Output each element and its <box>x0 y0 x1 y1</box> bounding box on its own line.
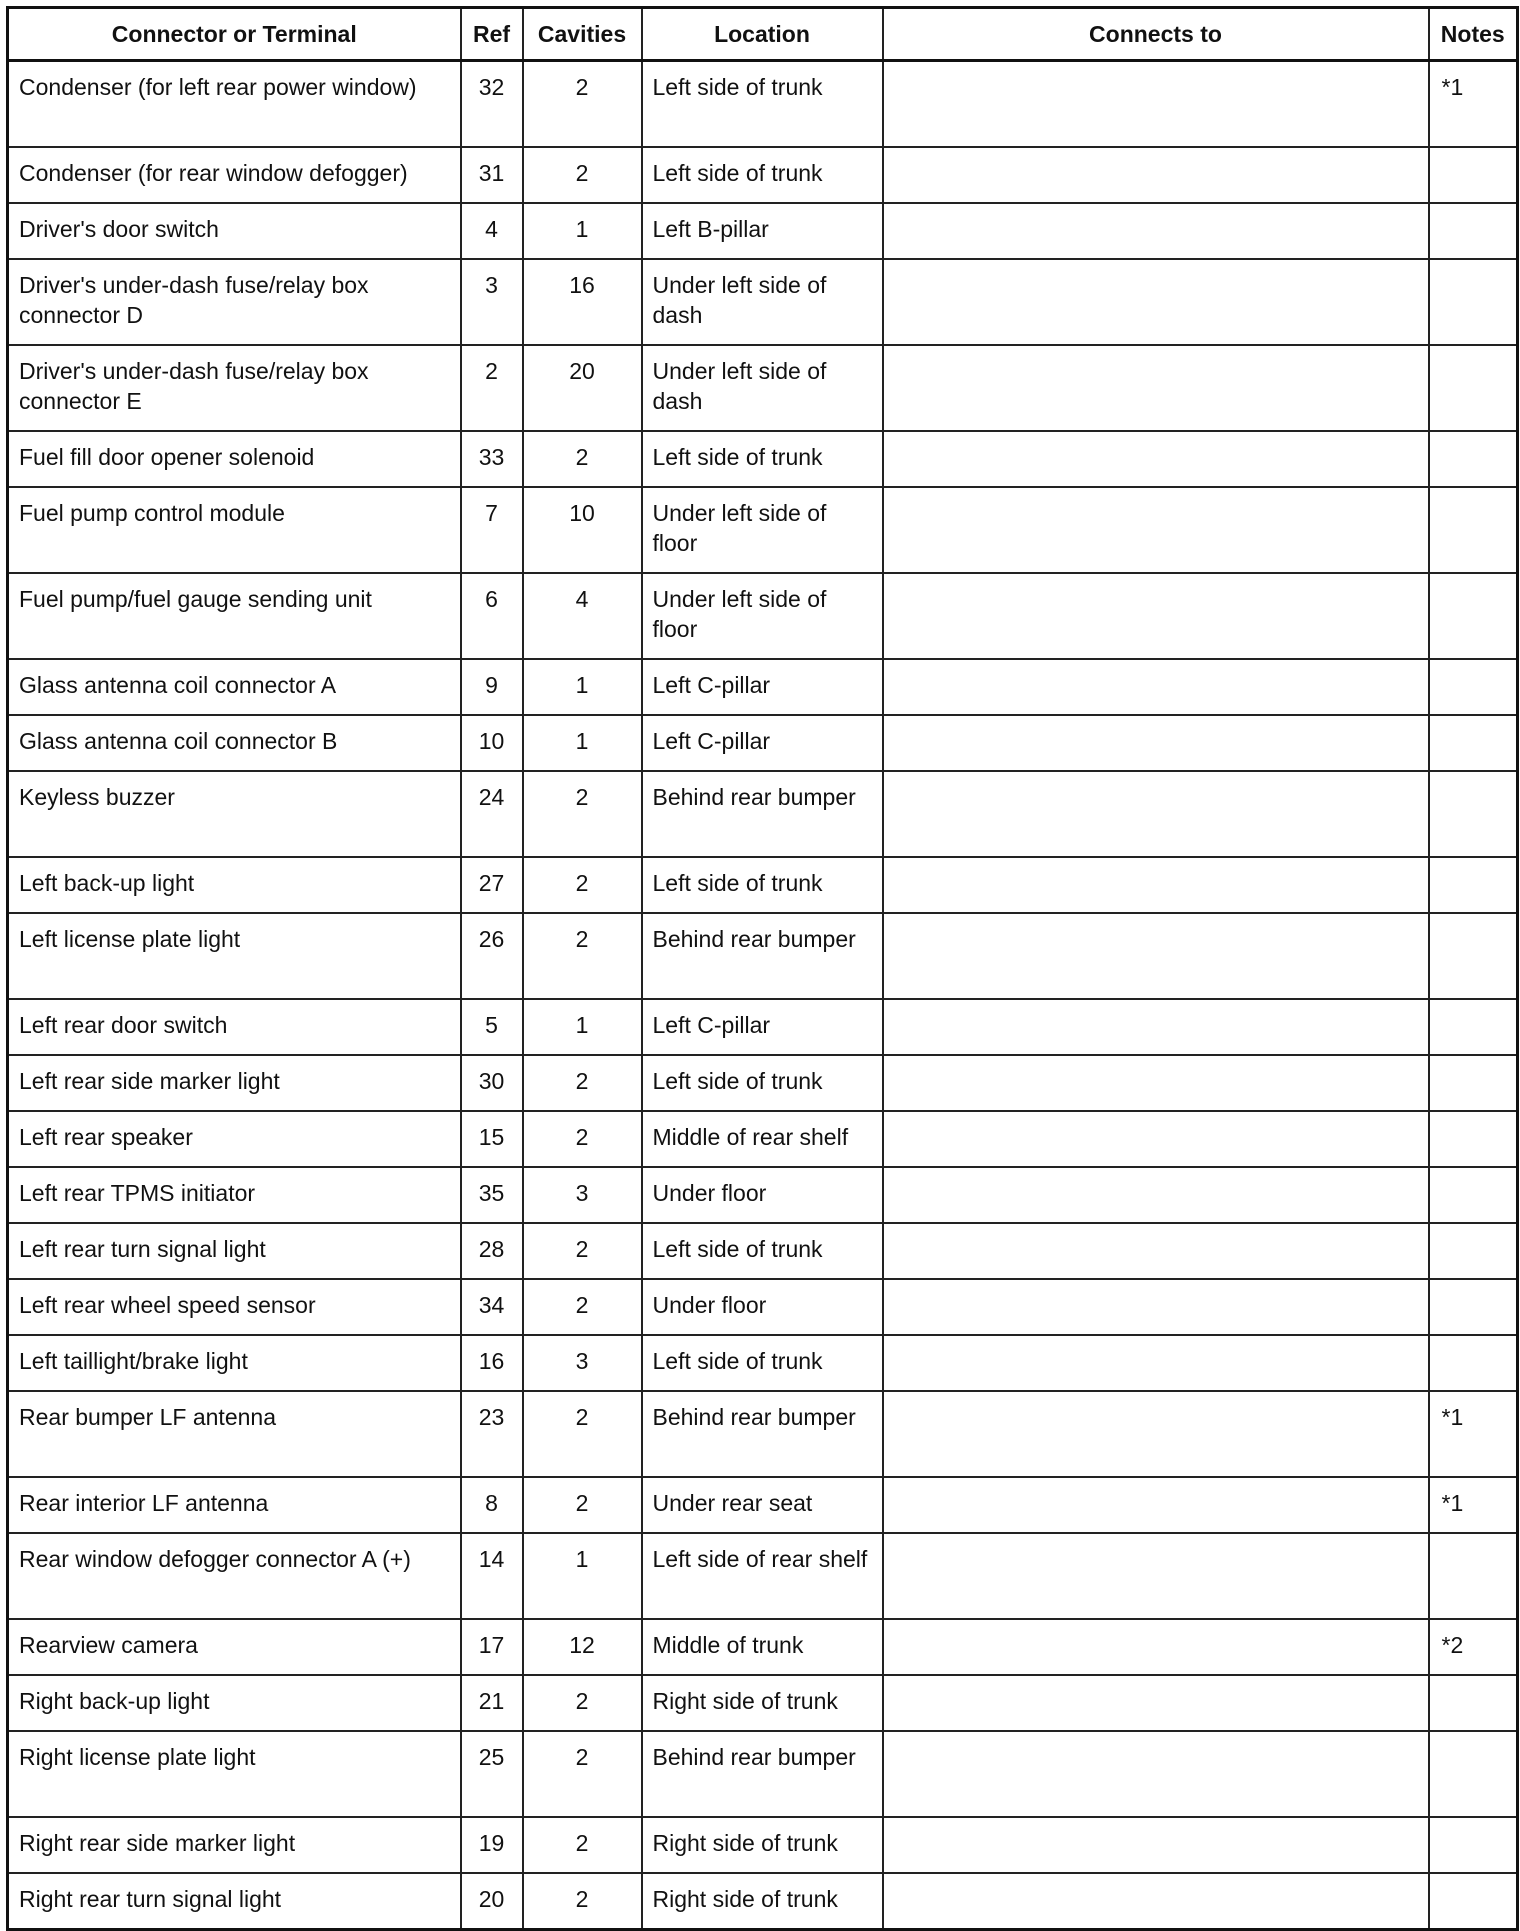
cell-location: Under floor <box>642 1167 883 1223</box>
table-row <box>8 913 1518 999</box>
cell-ref: 24 <box>461 771 523 857</box>
cell-ref: 21 <box>461 1675 523 1731</box>
cell-connects-to <box>883 913 1429 999</box>
cell-notes <box>1429 259 1518 345</box>
cell-ref: 25 <box>461 1731 523 1817</box>
connector-table <box>6 6 1519 1931</box>
cell-ref: 8 <box>461 1477 523 1533</box>
cell-connects-to <box>883 1167 1429 1223</box>
header-row <box>8 8 1518 61</box>
cell-ref: 30 <box>461 1055 523 1111</box>
cell-location: Left B-pillar <box>642 203 883 259</box>
cell-location: Left side of trunk <box>642 1055 883 1111</box>
cell-ref: 17 <box>461 1619 523 1675</box>
cell-notes <box>1429 1279 1518 1335</box>
cell-cavities: 3 <box>523 1335 642 1391</box>
cell-location: Left side of trunk <box>642 1223 883 1279</box>
cell-connector: Glass antenna coil connector A <box>8 659 461 715</box>
cell-cavities: 2 <box>523 431 642 487</box>
cell-connects-to <box>883 1873 1429 1930</box>
cell-notes <box>1429 715 1518 771</box>
cell-connects-to <box>883 573 1429 659</box>
cell-location: Under rear seat <box>642 1477 883 1533</box>
cell-connects-to <box>883 857 1429 913</box>
cell-notes <box>1429 147 1518 203</box>
cell-notes <box>1429 1335 1518 1391</box>
cell-cavities: 12 <box>523 1619 642 1675</box>
cell-ref: 7 <box>461 487 523 573</box>
cell-connector: Left rear side marker light <box>8 1055 461 1111</box>
cell-location: Middle of rear shelf <box>642 1111 883 1167</box>
table-row <box>8 1223 1518 1279</box>
cell-connector: Rear interior LF antenna <box>8 1477 461 1533</box>
header-connector: Connector or Terminal <box>8 8 461 61</box>
cell-ref: 34 <box>461 1279 523 1335</box>
table-row <box>8 573 1518 659</box>
table-row <box>8 1335 1518 1391</box>
cell-location: Left side of trunk <box>642 1335 883 1391</box>
table-row <box>8 1675 1518 1731</box>
cell-ref: 19 <box>461 1817 523 1873</box>
table-row <box>8 1111 1518 1167</box>
cell-notes <box>1429 1817 1518 1873</box>
cell-cavities: 16 <box>523 259 642 345</box>
cell-location: Left C-pillar <box>642 715 883 771</box>
cell-location: Middle of trunk <box>642 1619 883 1675</box>
cell-notes <box>1429 345 1518 431</box>
cell-location: Left side of trunk <box>642 431 883 487</box>
cell-connects-to <box>883 1223 1429 1279</box>
cell-connects-to <box>883 431 1429 487</box>
cell-cavities: 2 <box>523 857 642 913</box>
table-row <box>8 259 1518 345</box>
cell-notes <box>1429 913 1518 999</box>
cell-ref: 35 <box>461 1167 523 1223</box>
cell-notes <box>1429 771 1518 857</box>
cell-connector: Glass antenna coil connector B <box>8 715 461 771</box>
cell-ref: 4 <box>461 203 523 259</box>
cell-cavities: 2 <box>523 1817 642 1873</box>
cell-connector: Right rear side marker light <box>8 1817 461 1873</box>
cell-ref: 28 <box>461 1223 523 1279</box>
cell-location: Under left side of dash <box>642 345 883 431</box>
cell-notes <box>1429 573 1518 659</box>
cell-location: Under floor <box>642 1279 883 1335</box>
cell-connector: Left taillight/brake light <box>8 1335 461 1391</box>
cell-location: Behind rear bumper <box>642 1391 883 1477</box>
cell-connects-to <box>883 1731 1429 1817</box>
cell-location: Right side of trunk <box>642 1873 883 1930</box>
table-row <box>8 203 1518 259</box>
cell-cavities: 2 <box>523 1873 642 1930</box>
cell-cavities: 2 <box>523 1477 642 1533</box>
table-row <box>8 1279 1518 1335</box>
cell-location: Under left side of dash <box>642 259 883 345</box>
cell-connector: Rear bumper LF antenna <box>8 1391 461 1477</box>
cell-connector: Rearview camera <box>8 1619 461 1675</box>
cell-notes <box>1429 431 1518 487</box>
cell-connector: Right back-up light <box>8 1675 461 1731</box>
cell-ref: 14 <box>461 1533 523 1619</box>
table-row <box>8 1731 1518 1817</box>
cell-connects-to <box>883 1533 1429 1619</box>
table-row <box>8 431 1518 487</box>
cell-ref: 20 <box>461 1873 523 1930</box>
cell-cavities: 2 <box>523 1111 642 1167</box>
cell-connector: Left rear door switch <box>8 999 461 1055</box>
cell-cavities: 2 <box>523 61 642 148</box>
table-row <box>8 857 1518 913</box>
cell-cavities: 20 <box>523 345 642 431</box>
cell-cavities: 2 <box>523 1391 642 1477</box>
table-row <box>8 999 1518 1055</box>
cell-notes <box>1429 487 1518 573</box>
cell-connector: Left back-up light <box>8 857 461 913</box>
cell-cavities: 4 <box>523 573 642 659</box>
cell-location: Under left side of floor <box>642 573 883 659</box>
cell-connector: Condenser (for left rear power window) <box>8 61 461 148</box>
cell-ref: 3 <box>461 259 523 345</box>
cell-connector: Fuel fill door opener solenoid <box>8 431 461 487</box>
cell-connector: Left rear speaker <box>8 1111 461 1167</box>
cell-connects-to <box>883 1817 1429 1873</box>
cell-cavities: 1 <box>523 715 642 771</box>
cell-ref: 32 <box>461 61 523 148</box>
cell-notes <box>1429 1873 1518 1930</box>
cell-connector: Driver's under-dash fuse/relay box connector D <box>8 259 461 345</box>
cell-cavities: 1 <box>523 659 642 715</box>
cell-connects-to <box>883 1335 1429 1391</box>
cell-ref: 23 <box>461 1391 523 1477</box>
cell-notes <box>1429 1675 1518 1731</box>
header-notes: Notes <box>1429 8 1518 61</box>
cell-cavities: 1 <box>523 1533 642 1619</box>
table-body <box>8 61 1518 1930</box>
cell-connector: Driver's door switch <box>8 203 461 259</box>
cell-location: Behind rear bumper <box>642 771 883 857</box>
cell-connects-to <box>883 147 1429 203</box>
cell-ref: 9 <box>461 659 523 715</box>
cell-connects-to <box>883 1111 1429 1167</box>
cell-cavities: 1 <box>523 203 642 259</box>
cell-cavities: 1 <box>523 999 642 1055</box>
table-row <box>8 487 1518 573</box>
cell-ref: 6 <box>461 573 523 659</box>
table-row <box>8 659 1518 715</box>
cell-cavities: 2 <box>523 771 642 857</box>
cell-cavities: 2 <box>523 1675 642 1731</box>
cell-connects-to <box>883 1619 1429 1675</box>
cell-notes <box>1429 659 1518 715</box>
cell-location: Left side of trunk <box>642 147 883 203</box>
table-row <box>8 1817 1518 1873</box>
table-row <box>8 1391 1518 1477</box>
table-row <box>8 1533 1518 1619</box>
cell-connects-to <box>883 1675 1429 1731</box>
cell-location: Right side of trunk <box>642 1675 883 1731</box>
cell-connector: Fuel pump/fuel gauge sending unit <box>8 573 461 659</box>
header-location: Location <box>642 8 883 61</box>
table-row <box>8 1167 1518 1223</box>
cell-cavities: 2 <box>523 147 642 203</box>
cell-ref: 26 <box>461 913 523 999</box>
cell-location: Behind rear bumper <box>642 913 883 999</box>
cell-cavities: 2 <box>523 1731 642 1817</box>
table-row <box>8 345 1518 431</box>
cell-ref: 10 <box>461 715 523 771</box>
cell-location: Left side of trunk <box>642 61 883 148</box>
cell-connector: Left rear wheel speed sensor <box>8 1279 461 1335</box>
cell-notes <box>1429 1223 1518 1279</box>
cell-connector: Left license plate light <box>8 913 461 999</box>
cell-cavities: 2 <box>523 1279 642 1335</box>
cell-notes: *1 <box>1429 1477 1518 1533</box>
table-row <box>8 771 1518 857</box>
table-row <box>8 1055 1518 1111</box>
cell-notes <box>1429 1111 1518 1167</box>
cell-connector: Fuel pump control module <box>8 487 461 573</box>
cell-connects-to <box>883 203 1429 259</box>
cell-connects-to <box>883 259 1429 345</box>
cell-notes: *1 <box>1429 1391 1518 1477</box>
cell-notes <box>1429 1167 1518 1223</box>
cell-connects-to <box>883 61 1429 148</box>
cell-cavities: 2 <box>523 913 642 999</box>
cell-cavities: 2 <box>523 1223 642 1279</box>
cell-connects-to <box>883 1055 1429 1111</box>
cell-ref: 2 <box>461 345 523 431</box>
table-row <box>8 715 1518 771</box>
table-row <box>8 1873 1518 1930</box>
cell-connector: Right license plate light <box>8 1731 461 1817</box>
cell-connects-to <box>883 715 1429 771</box>
cell-location: Left C-pillar <box>642 659 883 715</box>
cell-connector: Condenser (for rear window defogger) <box>8 147 461 203</box>
cell-location: Behind rear bumper <box>642 1731 883 1817</box>
cell-connector: Left rear TPMS initiator <box>8 1167 461 1223</box>
cell-location: Left side of rear shelf <box>642 1533 883 1619</box>
cell-connects-to <box>883 1279 1429 1335</box>
cell-cavities: 2 <box>523 1055 642 1111</box>
cell-ref: 27 <box>461 857 523 913</box>
cell-location: Right side of trunk <box>642 1817 883 1873</box>
cell-connects-to <box>883 659 1429 715</box>
cell-notes <box>1429 203 1518 259</box>
cell-location: Left side of trunk <box>642 857 883 913</box>
cell-connects-to <box>883 487 1429 573</box>
cell-ref: 5 <box>461 999 523 1055</box>
cell-connects-to <box>883 345 1429 431</box>
cell-notes: *1 <box>1429 61 1518 148</box>
cell-ref: 33 <box>461 431 523 487</box>
table-row <box>8 147 1518 203</box>
header-connects-to: Connects to <box>883 8 1429 61</box>
cell-notes <box>1429 1055 1518 1111</box>
header-ref: Ref <box>461 8 523 61</box>
table-row <box>8 1619 1518 1675</box>
cell-notes <box>1429 999 1518 1055</box>
cell-connector: Driver's under-dash fuse/relay box connector E <box>8 345 461 431</box>
cell-cavities: 10 <box>523 487 642 573</box>
cell-notes <box>1429 857 1518 913</box>
cell-connector: Left rear turn signal light <box>8 1223 461 1279</box>
cell-notes: *2 <box>1429 1619 1518 1675</box>
cell-ref: 31 <box>461 147 523 203</box>
cell-connector: Right rear turn signal light <box>8 1873 461 1930</box>
cell-location: Under left side of floor <box>642 487 883 573</box>
cell-ref: 15 <box>461 1111 523 1167</box>
cell-connector: Keyless buzzer <box>8 771 461 857</box>
table-row <box>8 1477 1518 1533</box>
cell-connects-to <box>883 771 1429 857</box>
cell-location: Left C-pillar <box>642 999 883 1055</box>
header-cavities: Cavities <box>523 8 642 61</box>
cell-connects-to <box>883 999 1429 1055</box>
cell-connects-to <box>883 1391 1429 1477</box>
table-row <box>8 61 1518 148</box>
cell-connector: Rear window defogger connector A (+) <box>8 1533 461 1619</box>
cell-ref: 16 <box>461 1335 523 1391</box>
cell-cavities: 3 <box>523 1167 642 1223</box>
cell-connects-to <box>883 1477 1429 1533</box>
cell-notes <box>1429 1731 1518 1817</box>
cell-notes <box>1429 1533 1518 1619</box>
